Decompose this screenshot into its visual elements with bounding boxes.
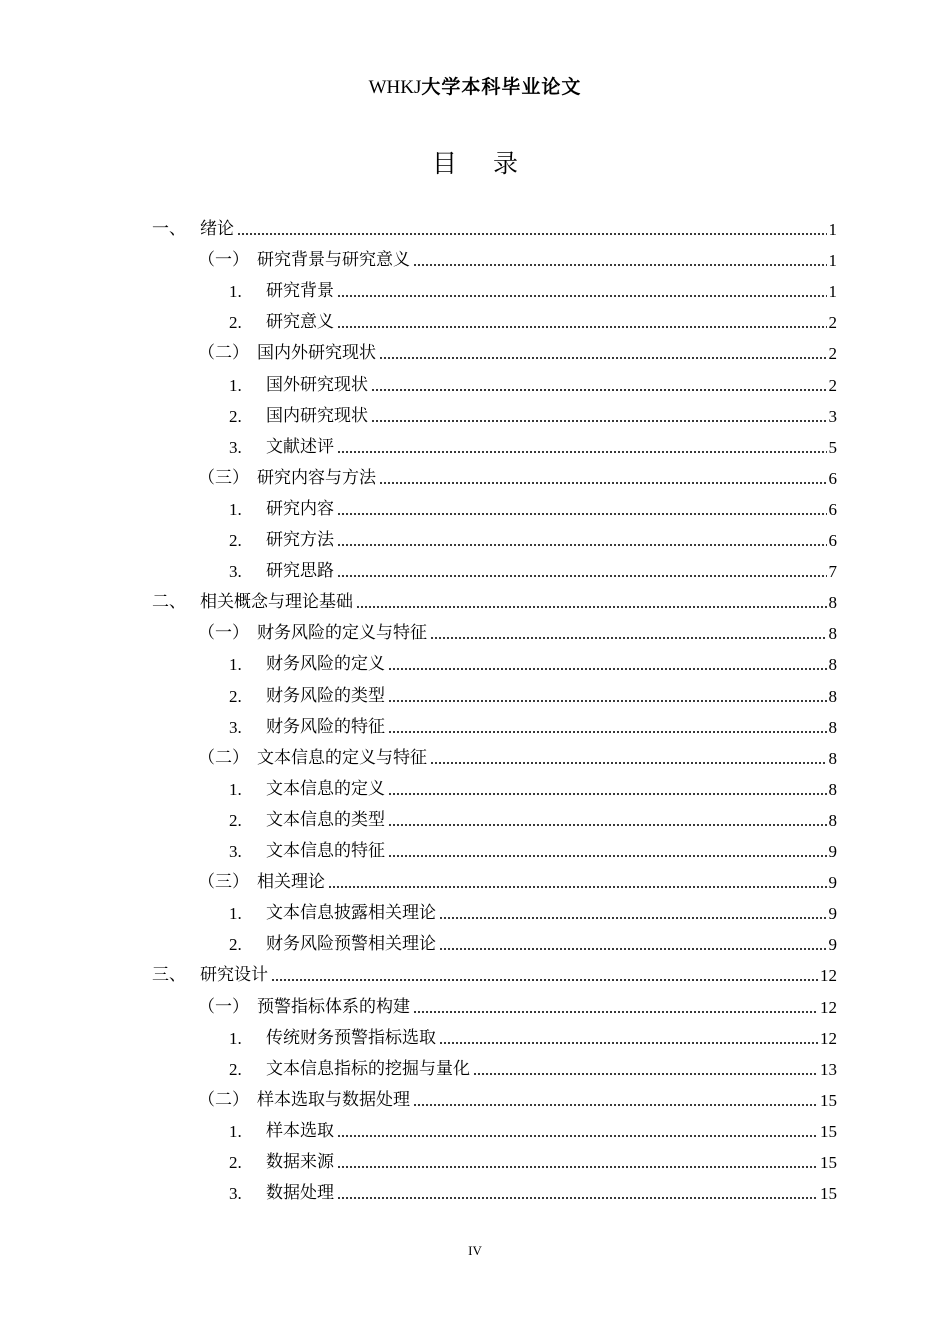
toc-entry-page: 1 [828,282,837,301]
toc-dot-leader [388,700,827,702]
toc-entry-line [257,463,837,494]
toc-entry[interactable] [0,370,950,401]
toc-dot-leader [337,451,827,453]
toc-entry-page: 5 [828,438,837,457]
toc-entry-number: 3. [229,562,242,581]
toc-entry[interactable] [0,245,950,276]
toc-dot-leader [237,233,827,235]
toc-entry-number: 一、 [152,219,186,239]
toc-entry[interactable] [0,494,950,525]
running-header [0,74,950,101]
toc-entry-line [266,1178,837,1209]
toc-entry-number: 3. [229,1184,242,1203]
toc-entry[interactable] [0,276,950,307]
toc-entry-number: 2. [229,1060,242,1079]
toc-entry-title: 传统财务预警指标选取 [266,1028,436,1048]
toc-entry[interactable] [0,898,950,929]
toc-entry-number: （一） [198,997,249,1017]
toc-entry-page: 1 [828,220,837,239]
page-number: IV [468,1243,482,1258]
toc-entry-line [266,401,837,432]
toc-entry-number: 2. [229,687,242,706]
toc-entry-line [266,929,837,960]
toc-entry[interactable] [0,1147,950,1178]
toc-entry-number: 1. [229,655,242,674]
toc-entry-title: 国内研究现状 [266,406,368,426]
toc-entry-number: （一） [198,623,249,643]
toc-entry[interactable] [0,307,950,338]
toc-dot-leader [371,420,827,422]
toc-dot-leader [337,326,827,328]
toc-entry-title: 财务风险预警相关理论 [266,934,436,954]
toc-entry-title: 数据处理 [266,1183,334,1203]
toc-dot-leader [413,264,827,266]
toc-entry-title: 样本选取 [266,1121,334,1141]
toc-entry-line [257,1085,837,1116]
toc-entry-line [266,774,837,805]
toc-entry-line [257,618,837,649]
toc-entry-number: （二） [198,343,249,363]
toc-dot-leader [337,575,827,577]
toc-entry-title: 研究背景与研究意义 [257,250,410,270]
toc-entry-number: （三） [198,872,249,892]
toc-entry-line [266,1054,837,1085]
toc-entry-line [266,307,837,338]
toc-entry-title: 预警指标体系的构建 [257,997,410,1017]
toc-entry-line [266,649,837,680]
toc-dot-leader [337,295,827,297]
toc-entry[interactable] [0,401,950,432]
toc-entry-number: 3. [229,718,242,737]
toc-entry-title: 数据来源 [266,1152,334,1172]
toc-entry-number: 二、 [152,592,186,612]
toc-entry[interactable] [0,556,950,587]
toc-entry-page: 8 [828,749,837,768]
toc-entry-number: 3. [229,842,242,861]
toc-entry-title: 研究设计 [200,965,268,985]
toc-dot-leader [337,1197,818,1199]
toc-entry[interactable] [0,1023,950,1054]
toc-dot-leader [388,668,827,670]
toc-entry[interactable] [0,587,950,618]
running-header-title: 大学本科毕业论文 [421,76,582,98]
toc-entry[interactable] [0,774,950,805]
toc-dot-leader [439,1042,818,1044]
toc-entry[interactable] [0,1116,950,1147]
toc-dot-leader [388,793,827,795]
toc-dot-leader [337,544,827,546]
toc-entry-number: 1. [229,282,242,301]
toc-entry-line [266,1116,837,1147]
toc-entry-title: 财务风险的定义与特征 [257,623,427,643]
toc-dot-leader [337,1166,818,1168]
toc-entry-line [266,525,837,556]
toc-entry-page: 2 [828,344,837,363]
toc-entry[interactable] [0,1085,950,1116]
toc-entry-title: 文本信息的定义与特征 [257,748,427,768]
toc-entry[interactable] [0,649,950,680]
toc-entry-number: 2. [229,935,242,954]
toc-entry-page: 15 [820,1184,837,1203]
toc-entry-line [266,432,837,463]
toc-entry-title: 研究意义 [266,312,334,332]
toc-entry-line [266,556,837,587]
toc-entry[interactable] [0,1178,950,1209]
toc-entry-number: （二） [198,748,249,768]
toc-entry-page: 12 [820,998,837,1017]
toc-dot-leader [388,855,827,857]
toc-entry[interactable] [0,960,950,991]
toc-entry-page: 9 [828,935,837,954]
toc-entry[interactable] [0,743,950,774]
toc-entry-title: 文本信息的特征 [266,841,385,861]
toc-entry-title: 财务风险的类型 [266,686,385,706]
toc-entry[interactable] [0,929,950,960]
toc-entry-page: 12 [820,1029,837,1048]
toc-entry-number: （二） [198,1090,249,1110]
toc-entry-title: 研究方法 [266,530,334,550]
toc-entry-number: 2. [229,313,242,332]
toc-entry-line [200,214,837,245]
toc-entry-line [266,712,837,743]
toc-entry-number: 1. [229,500,242,519]
toc-entry-number: 2. [229,811,242,830]
toc-entry-page: 8 [828,811,837,830]
toc-entry-page: 6 [828,500,837,519]
toc-entry-title: 国外研究现状 [266,375,368,395]
toc-entry-title: 样本选取与数据处理 [257,1090,410,1110]
toc-entry-line [266,1023,837,1054]
toc-entry-page: 8 [828,718,837,737]
toc-entry-number: 2. [229,407,242,426]
toc-dot-leader [337,1135,818,1137]
toc-entry-title: 文本信息的定义 [266,779,385,799]
toc-dot-leader [379,482,827,484]
toc-entry-line [266,681,837,712]
toc-dot-leader [328,886,827,888]
toc-entry-page: 9 [828,873,837,892]
toc-entry-title: 相关理论 [257,872,325,892]
toc-entry-line [200,960,837,991]
toc-dot-leader [413,1104,818,1106]
toc-entry-page: 6 [828,469,837,488]
toc-entry-number: 2. [229,531,242,550]
toc-entry-title: 文本信息的类型 [266,810,385,830]
toc-dot-leader [337,513,827,515]
toc-entry-page: 9 [828,904,837,923]
toc-entry-number: 1. [229,780,242,799]
toc-entry-line [257,867,837,898]
toc-entry-page: 8 [828,593,837,612]
toc-dot-leader [388,824,827,826]
toc-entry-title: 文本信息披露相关理论 [266,903,436,923]
toc-entry[interactable] [0,681,950,712]
toc-entry[interactable] [0,836,950,867]
toc-entry-line [266,1147,837,1178]
toc-entry-number: （三） [198,468,249,488]
toc-entry-title: 相关概念与理论基础 [200,592,353,612]
toc-entry-number: （一） [198,250,249,270]
toc-entry-number: 3. [229,438,242,457]
toc-entry-number: 三、 [152,965,186,985]
toc-entry-page: 2 [828,313,837,332]
toc-entry-page: 3 [828,407,837,426]
toc-dot-leader [271,979,818,981]
toc-entry-line [266,370,837,401]
toc-entry-title: 财务风险的定义 [266,654,385,674]
toc-dot-leader [371,389,827,391]
toc-dot-leader [439,917,827,919]
toc-dot-leader [430,637,827,639]
toc-entry-page: 15 [820,1153,837,1172]
toc-entry-line [257,338,837,369]
toc-entry[interactable] [0,338,950,369]
toc-entry[interactable] [0,432,950,463]
toc-dot-leader [388,731,827,733]
toc-dot-leader [439,948,827,950]
toc-entry-line [266,898,837,929]
toc-entry[interactable] [0,992,950,1023]
running-header-latin: WHKJ [368,77,422,98]
toc-entry-page: 8 [828,687,837,706]
toc-entry-title: 研究内容 [266,499,334,519]
toc-entry[interactable] [0,712,950,743]
toc-entry-title: 研究内容与方法 [257,468,376,488]
toc-entry[interactable] [0,525,950,556]
toc-entry-page: 8 [828,655,837,674]
toc-entry-number: 2. [229,1153,242,1172]
toc-entry-title: 研究思路 [266,561,334,581]
toc-entry-title: 财务风险的特征 [266,717,385,737]
toc-entry-page: 13 [820,1060,837,1079]
toc-entry[interactable] [0,867,950,898]
toc-entry-line [266,494,837,525]
toc-entry-line [257,992,837,1023]
toc-entry-title: 绪论 [200,219,234,239]
toc-dot-leader [473,1073,818,1075]
toc-entry-line [266,836,837,867]
toc-entry-page: 2 [828,376,837,395]
toc-entry-page: 15 [820,1091,837,1110]
toc-entry-page: 8 [828,624,837,643]
toc-entry-page: 9 [828,842,837,861]
toc-entry-number: 1. [229,376,242,395]
toc-entry-line [257,743,837,774]
toc-entry-number: 1. [229,1029,242,1048]
toc-entry-title: 研究背景 [266,281,334,301]
toc-entry-page: 7 [828,562,837,581]
toc-entry[interactable] [0,214,950,245]
toc-entry-page: 12 [820,966,837,985]
toc-entry-page: 8 [828,780,837,799]
toc-entry-line [266,805,837,836]
toc-entry-page: 6 [828,531,837,550]
toc-entry[interactable] [0,618,950,649]
toc-entry-line [266,276,837,307]
toc-entry-page: 1 [828,251,837,270]
toc-entry-page: 15 [820,1122,837,1141]
toc-entry[interactable] [0,1054,950,1085]
toc-dot-leader [413,1011,818,1013]
toc-entry-line [257,245,837,276]
toc-dot-leader [379,357,827,359]
toc-title: 目 录 [432,149,532,178]
toc-entry-number: 1. [229,904,242,923]
toc-entry-number: 1. [229,1122,242,1141]
toc-entry-line [200,587,837,618]
toc-dot-leader [430,762,827,764]
toc-entry-title: 国内外研究现状 [257,343,376,363]
toc-entry-title: 文献述评 [266,437,334,457]
toc-dot-leader [356,606,827,608]
toc-entry-title: 文本信息指标的挖掘与量化 [266,1059,470,1079]
toc-entry[interactable] [0,805,950,836]
toc-entry[interactable] [0,463,950,494]
